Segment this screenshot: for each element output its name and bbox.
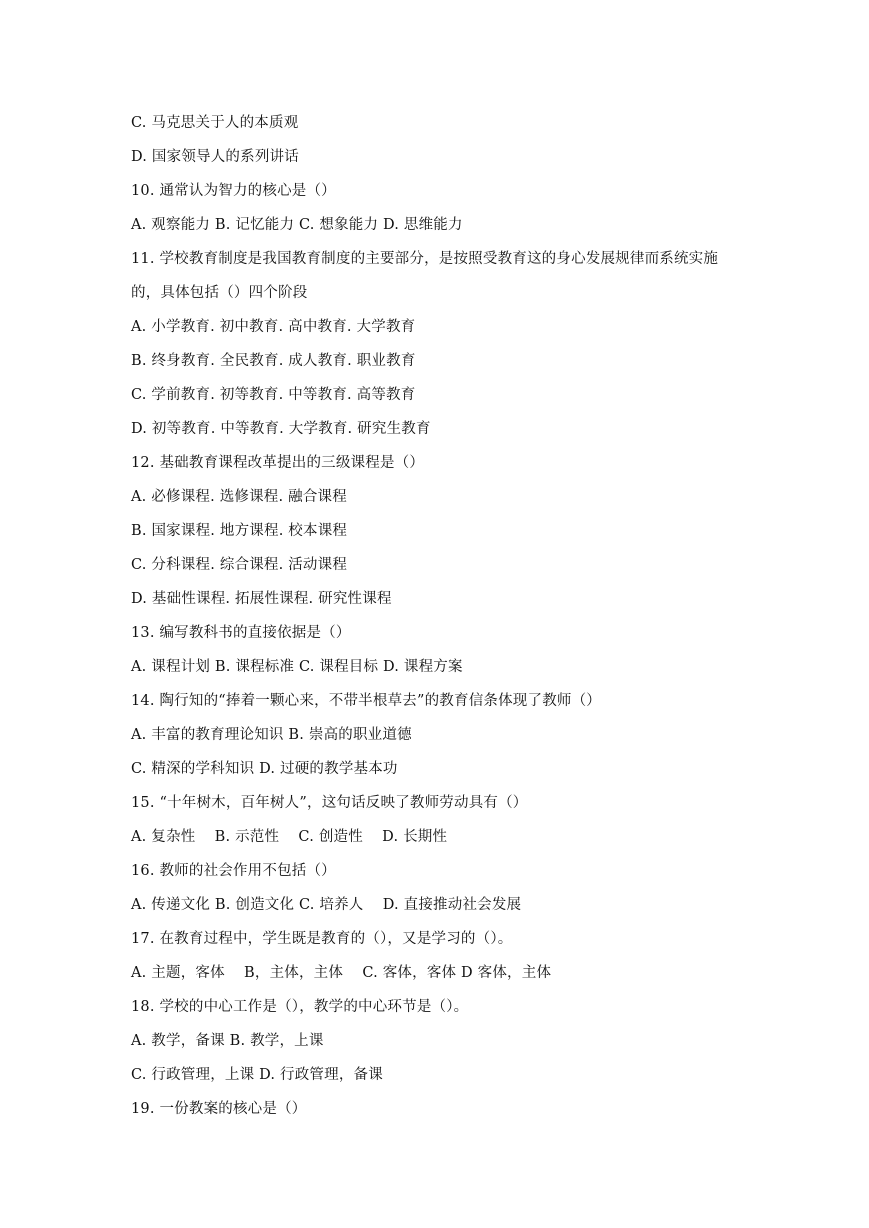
- option-d-line: D. 国家领导人的系列讲话: [131, 149, 299, 165]
- question-12: 12. 基础教育课程改革提出的三级课程是（）: [131, 455, 425, 471]
- question-15-options: A. 复杂性 B. 示范性 C. 创造性 D. 长期性: [131, 829, 448, 845]
- question-11-continued: 的，具体包括（）四个阶段: [131, 285, 308, 301]
- question-11: 11. 学校教育制度是我国教育制度的主要部分，是按照受教育这的身心发展规律而系统实施: [131, 251, 719, 267]
- question-19: 19. 一份教案的核心是（）: [131, 1101, 307, 1117]
- question-11-option-b: B. 终身教育. 全民教育. 成人教育. 职业教育: [131, 353, 416, 369]
- question-15: 15. “十年树木，百年树人”，这句话反映了教师劳动具有（）: [131, 795, 528, 811]
- document-body: [131, 110, 771, 1130]
- question-18-options-cd: C. 行政管理，上课 D. 行政管理，备课: [131, 1067, 383, 1083]
- question-13-options: A. 课程计划 B. 课程标准 C. 课程目标 D. 课程方案: [131, 659, 463, 675]
- question-18: 18. 学校的中心工作是（），教学的中心环节是（）。: [131, 999, 469, 1015]
- question-16: 16. 教师的社会作用不包括（）: [131, 863, 336, 879]
- question-10: 10. 通常认为智力的核心是（）: [131, 183, 336, 199]
- question-11-option-d: D. 初等教育. 中等教育. 大学教育. 研究生教育: [131, 421, 431, 437]
- question-13: 13. 编写教科书的直接依据是（）: [131, 625, 351, 641]
- question-18-options-ab: A. 教学，备课 B. 教学，上课: [131, 1033, 324, 1049]
- question-17: 17. 在教育过程中，学生既是教育的（），又是学习的（）。: [131, 931, 513, 947]
- question-12-option-c: C. 分科课程. 综合课程. 活动课程: [131, 557, 348, 573]
- option-c-line: C. 马克思关于人的本质观: [131, 115, 299, 131]
- question-10-options: A. 观察能力 B. 记忆能力 C. 想象能力 D. 思维能力: [131, 217, 463, 233]
- question-12-option-a: A. 必修课程. 选修课程. 融合课程: [131, 489, 347, 505]
- question-11-option-c: C. 学前教育. 初等教育. 中等教育. 高等教育: [131, 387, 416, 403]
- question-14: 14. 陶行知的“捧着一颗心来，不带半根草去”的教育信条体现了教师（）: [131, 693, 601, 709]
- question-12-option-b: B. 国家课程. 地方课程. 校本课程: [131, 523, 348, 539]
- question-14-options-ab: A. 丰富的教育理论知识 B. 崇高的职业道德: [131, 727, 412, 743]
- question-14-options-cd: C. 精深的学科知识 D. 过硬的教学基本功: [131, 761, 398, 777]
- question-12-option-d: D. 基础性课程. 拓展性课程. 研究性课程: [131, 591, 392, 607]
- question-17-options: A. 主题，客体 B，主体，主体 C. 客体，客体 D 客体，主体: [131, 965, 552, 981]
- question-11-option-a: A. 小学教育. 初中教育. 高中教育. 大学教育: [131, 319, 416, 335]
- question-16-options: A. 传递文化 B. 创造文化 C. 培养人 D. 直接推动社会发展: [131, 897, 522, 913]
